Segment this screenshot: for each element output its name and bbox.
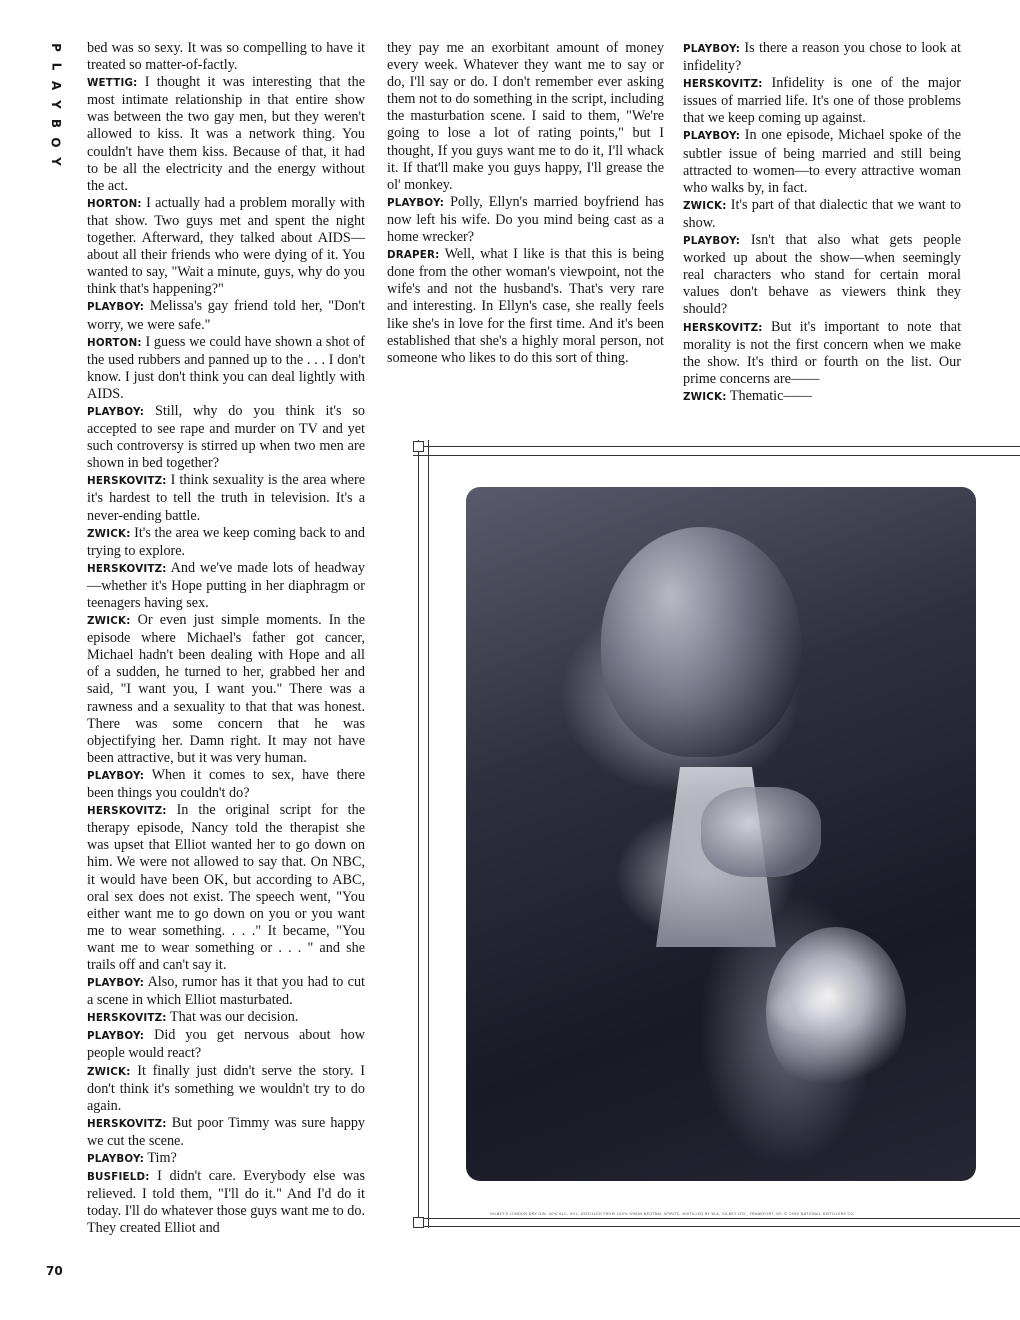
- paragraph-text: Or even just simple moments. In the episode where Michael's father got cancer, Michael hadn't been dealing with Hope and all of a sudden, he turned to her, grabbed her and said, "I want you, I want you." There was a rawness and a sexuality to that that was honest. There was some concern that he was objectifying her. Damn right. It may not have been attractive, but it was very human.: [87, 612, 365, 766]
- speaker-label: HERSKOVITZ:: [87, 1012, 167, 1025]
- ad-frame-bottom-inner-rule: [413, 1226, 1020, 1227]
- speaker-label: HORTON:: [87, 336, 142, 349]
- article-column-2: [387, 40, 664, 367]
- paragraph-text: Polly, Ellyn's married boyfriend has now left his wife. Do you mind being cast as a home wrecker?: [387, 193, 664, 246]
- paragraph: [87, 195, 365, 299]
- speaker-label: ZWICK:: [683, 199, 727, 212]
- paragraph: [683, 75, 961, 127]
- paragraph: [87, 403, 365, 472]
- ad-frame-corner: [413, 1217, 424, 1228]
- speaker-label: HERSKOVITZ:: [683, 321, 763, 334]
- ad-frame-bottom-rule: [413, 1218, 1020, 1219]
- speaker-label: PLAYBOY:: [87, 1030, 145, 1043]
- paragraph-text: That was our decision.: [169, 1009, 299, 1026]
- paragraph-text: It finally just didn't serve the story. I don't think it's something we wouldn't try to do again.: [87, 1062, 365, 1114]
- paragraph-text: It's the area we keep coming back to and trying to explore.: [87, 524, 366, 559]
- speaker-label: ZWICK:: [683, 390, 727, 403]
- paragraph: [87, 525, 365, 560]
- paragraph-text: Well, what I like is that this is being done from the other woman's viewpoint, not the wife's and not the husband's. That's very rare and interesting. In Ellyn's case, she really feels like she's in love for the first time. And it's been established that she's a highly moral person, not someone who likes to do this sort of thing.: [387, 246, 664, 366]
- paragraph-text: But it's important to note that morality is not the first concern when we make the show. It's third or fourth on the list. Our prime concerns are——: [683, 318, 962, 387]
- paragraph: [683, 127, 961, 196]
- paragraph: [87, 1009, 365, 1027]
- speaker-label: ZWICK:: [87, 615, 131, 628]
- paragraph-text: I didn't care. Everybody else was relieved. I told them, "I'll do it." And I'd do it today. I'll do whatever those guys want me to do. They created Elliot and: [87, 1168, 365, 1237]
- speaker-label: WETTIG:: [87, 77, 138, 90]
- speaker-label: PLAYBOY:: [87, 405, 145, 418]
- speaker-label: HERSKOVITZ:: [87, 805, 167, 818]
- trumpet-player-photo: [466, 487, 976, 1181]
- paragraph: [87, 1150, 365, 1168]
- masthead-letter: P: [48, 43, 63, 53]
- paragraph-text: But poor Timmy was sure happy we cut the scene.: [87, 1114, 366, 1149]
- paragraph-text: Also, rumor has it that you had to cut a scene in which Elliot masturbated.: [87, 974, 365, 1009]
- masthead-letter: A: [48, 80, 63, 92]
- speaker-label: ZWICK:: [87, 1065, 131, 1078]
- photo-trumpet-bell-highlight: [766, 927, 906, 1097]
- paragraph: [683, 197, 961, 232]
- paragraph: [87, 1168, 365, 1237]
- ad-legal-credit: GILBEY'S LONDON DRY GIN. 40% ALC. VOL. DISTILLED FROM 100% GRAIN NEUTRAL SPIRITS. DISTILLED BY W.A. GILBEY LTD., FRANKFORT, KY. © 1990 NATIONAL DISTILLERS CO.: [490, 1212, 855, 1216]
- speaker-label: DRAPER:: [387, 249, 440, 262]
- ad-frame-inner-rule: [428, 440, 429, 1228]
- speaker-label: PLAYBOY:: [683, 235, 741, 248]
- paragraph-text: Tim?: [147, 1150, 177, 1166]
- paragraph: [87, 767, 365, 802]
- speaker-label: PLAYBOY:: [683, 43, 741, 55]
- page-number: 70: [46, 1264, 63, 1278]
- paragraph-text: In the original script for the therapy episode, Nancy told the therapist she was upset that Elliot wanted her to go down on him. We were not allowed to say that. On NBC, it would have been OK, but according to ABC, oral sex does not exist. The speech went, "You either want me to go down on you or you want me to wear something. . . ." It became, "You want me to wear something or . . . " and she trails off and can't say it.: [87, 802, 365, 973]
- masthead-letter: O: [48, 137, 63, 149]
- paragraph: [87, 612, 365, 767]
- article-column-3: [683, 40, 961, 406]
- paragraph: [87, 74, 365, 195]
- paragraph: [87, 560, 365, 612]
- article-column-1: [87, 40, 365, 1237]
- paragraph: [683, 388, 961, 406]
- paragraph-text: I guess we could have shown a shot of the used rubbers and panned up to the . . . I don't know. I just don't think you can deal lightly with AIDS.: [87, 333, 365, 402]
- masthead-letter: L: [49, 62, 63, 72]
- speaker-label: ZWICK:: [87, 527, 131, 540]
- ad-frame-left-rule: [418, 440, 419, 1228]
- paragraph-text: Melissa's gay friend told her, "Don't worry, we were safe.": [87, 298, 365, 333]
- masthead-letter: Y: [48, 157, 63, 167]
- masthead-letter: B: [49, 118, 63, 130]
- paragraph-text: Thematic——: [729, 387, 812, 404]
- paragraph: [87, 334, 365, 403]
- paragraph-text: Is there a reason you chose to look at infidelity?: [683, 40, 961, 75]
- ad-frame-corner: [413, 441, 424, 452]
- paragraph-text: I actually had a problem morally with that show. Two guys met and spent the night together. Afterward, they talked about AIDS—about all their friends who were dying of it. You wanted to say, "Wait a minute, guys, why do you think that's happening?": [87, 194, 366, 298]
- speaker-label: PLAYBOY:: [87, 977, 145, 990]
- paragraph: [87, 298, 365, 333]
- paragraph-text: bed was so sexy. It was so compelling to have it treated so matter-of-factly.: [87, 40, 365, 74]
- speaker-label: PLAYBOY:: [87, 769, 145, 782]
- paragraph: [87, 472, 365, 524]
- speaker-label: PLAYBOY:: [387, 196, 445, 209]
- paragraph-text: I think sexuality is the area where it's hardest to tell the truth in television. It's a never-ending battle.: [87, 472, 365, 524]
- speaker-label: PLAYBOY:: [87, 1153, 145, 1165]
- paragraph-text: It's part of that dialectic that we want to show.: [683, 196, 961, 231]
- paragraph: [87, 1063, 365, 1115]
- paragraph: [387, 40, 664, 194]
- paragraph-text: they pay me an exorbitant amount of money every week. Whatever they want me to say or do, I'll say or do. I don't remember ever asking them not to do something in the script, including the masturbation scene. I said to them, "We're going to lose a lot of rating points," but I thought, If you guys want me to do it, I'll whack it. If that'll make you guys happy, I'll grease the ol' monkey.: [387, 40, 664, 193]
- paragraph-text: Did you get nervous about how people would react?: [87, 1027, 365, 1062]
- photo-hands-highlight: [701, 787, 821, 877]
- paragraph: [87, 1027, 365, 1062]
- speaker-label: PLAYBOY:: [683, 130, 741, 143]
- paragraph-text: Still, why do you think it's so accepted to see rape and murder on TV and yet such controversy is stirred up when two men are shown in bed together?: [87, 402, 365, 472]
- ad-frame-top-inner-rule: [413, 455, 1020, 456]
- speaker-label: BUSFIELD:: [87, 1171, 150, 1184]
- paragraph: [87, 802, 365, 974]
- paragraph-text: When it comes to sex, have there been things you couldn't do?: [87, 766, 365, 802]
- paragraph: [87, 1115, 365, 1150]
- paragraph-text: In one episode, Michael spoke of the subtler issue of being married and still being attracted to women—to every attractive woman who walks by, in fact.: [683, 127, 961, 196]
- paragraph: [683, 40, 961, 75]
- speaker-label: PLAYBOY:: [87, 301, 145, 314]
- paragraph: [683, 319, 961, 388]
- paragraph: [87, 974, 365, 1009]
- speaker-label: HERSKOVITZ:: [87, 475, 167, 488]
- paragraph: [87, 40, 365, 74]
- ad-frame-top-rule: [413, 446, 1020, 447]
- speaker-label: HERSKOVITZ:: [87, 562, 167, 575]
- speaker-label: HERSKOVITZ:: [87, 1117, 167, 1130]
- speaker-label: HORTON:: [87, 197, 142, 210]
- masthead-letter: Y: [48, 100, 63, 110]
- paragraph-text: I thought it was interesting that the most intimate relationship in that entire show was between the two gay men, but they weren't allowed to kiss. It was a network thing. You couldn't have them kiss. Because of that, it had to be all the electricity and the energy without the act.: [87, 74, 366, 194]
- paragraph-text: Isn't that also what gets people worked up about the show—when seemingly real characters who stand for certain moral values don't behave as viewers think they should?: [683, 232, 962, 318]
- masthead: [47, 40, 65, 170]
- paragraph-text: And we've made lots of headway—whether it's Hope putting in her diaphragm or teenagers having sex.: [87, 559, 365, 611]
- paragraph-text: Infidelity is one of the major issues of married life. It's one of those problems that we keep coming up against.: [683, 75, 961, 127]
- photo-head-highlight: [601, 527, 801, 757]
- paragraph: [683, 232, 961, 318]
- paragraph: [387, 194, 664, 246]
- paragraph: [387, 246, 664, 367]
- speaker-label: HERSKOVITZ:: [683, 78, 763, 91]
